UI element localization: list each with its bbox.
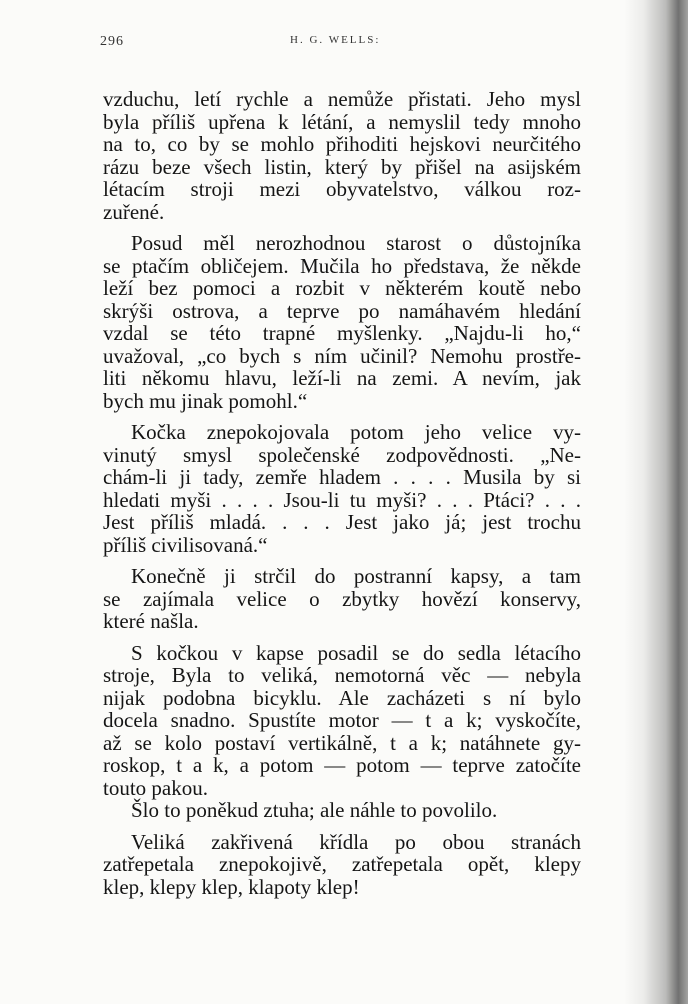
text-line: zatřepetala znepokojivě, zatřepetala opět, klepy [103, 852, 581, 876]
text-line: leží bez pomoci a rozbit v některém koutě nebo [103, 276, 581, 300]
text-line: vzdal se této trapné myšlenky. „Najdu-li ho,“ [103, 321, 581, 345]
text-line: nijak podobna bicyklu. Ale zacházeti s ní bylo [103, 685, 581, 710]
running-head [100, 34, 600, 54]
text-line: touto pakou. [103, 775, 208, 800]
text-line: liti někomu hlavu, leží-li na zemi. A nevím, jak [103, 366, 581, 390]
paragraph [103, 232, 581, 412]
text-line: rázu beze všech listin, který by přišel na asijském [103, 154, 581, 179]
running-title: H. G. WELLS: [290, 34, 381, 46]
paragraph [103, 565, 581, 633]
text-line: chám-li ji tady, zemře hladem . . . . Musila by si [103, 465, 581, 489]
text-line: hledati myši . . . . Jsou-li tu myši? . . . Ptáci? . . . [103, 487, 581, 512]
paragraph [103, 642, 581, 800]
text-line: Kočka znepokojovala potom jeho velice vy- [131, 420, 581, 444]
text-line: bych mu jinak pomohl.“ [103, 388, 308, 413]
text-line: které našla. [103, 609, 199, 633]
text-line: uvažoval, „co bych s ním učinil? Nemohu prostře- [103, 343, 581, 368]
text-line: se zajímala velice o zbytky hovězí konservy, [103, 586, 581, 611]
text-line: Jest příliš mladá. . . . Jest jako já; jest trochu [103, 510, 581, 534]
text-line: skrýši ostrova, a teprve po namáhavém hledání [103, 298, 581, 323]
text-line: Veliká zakřivená křídla po obou stranách [131, 829, 581, 854]
paragraph [103, 421, 581, 556]
text-line: zuřené. [103, 199, 165, 224]
text-line: na to, co by se mohlo přihoditi hejskovi neurčitého [103, 132, 581, 156]
paragraph [103, 831, 581, 899]
text-line: létacím stroji mezi obyvatelstvo, válkou roz- [103, 177, 581, 201]
text-line: docela snadno. Spustíte motor — t a k; vyskočíte, [103, 708, 581, 732]
page-edge-shadow [624, 0, 688, 1004]
text-line: stroje, Byla to veliká, nemotorná věc — nebyla [103, 663, 581, 687]
text-line: Šlo to poněkud ztuha; ale náhle to povolilo. [131, 798, 498, 822]
text-line: se ptačím obličejem. Mučila ho představa, že někde [103, 253, 581, 278]
text-line: vzduchu, letí rychle a nemůže přistati. Jeho mysl [103, 87, 581, 111]
text-line: klep, klepy klep, klapoty klep! [103, 874, 360, 899]
text-line: příliš civilisovaná.“ [103, 532, 268, 557]
text-line: S kočkou v kapse posadil se do sedla létacího [131, 640, 581, 665]
text-line: Konečně ji strčil do postranní kapsy, a tam [131, 564, 581, 588]
body-text [103, 88, 581, 898]
paragraph [103, 799, 581, 822]
text-line: vinutý smysl společenské zodpovědnosti. „Ne- [103, 442, 581, 467]
text-line: byla příliš upřena k létání, a nemyslil tedy mnoho [103, 109, 581, 134]
paragraph [103, 88, 581, 223]
text-line: až se kolo postaví vertikálně, t a k; natáhnete gy- [103, 730, 581, 755]
page-number: 296 [100, 34, 124, 49]
text-line: Posud měl nerozhodnou starost o důstojníka [131, 231, 581, 255]
text-line: roskop, t a k, a potom — potom — teprve zatočíte [103, 753, 581, 777]
